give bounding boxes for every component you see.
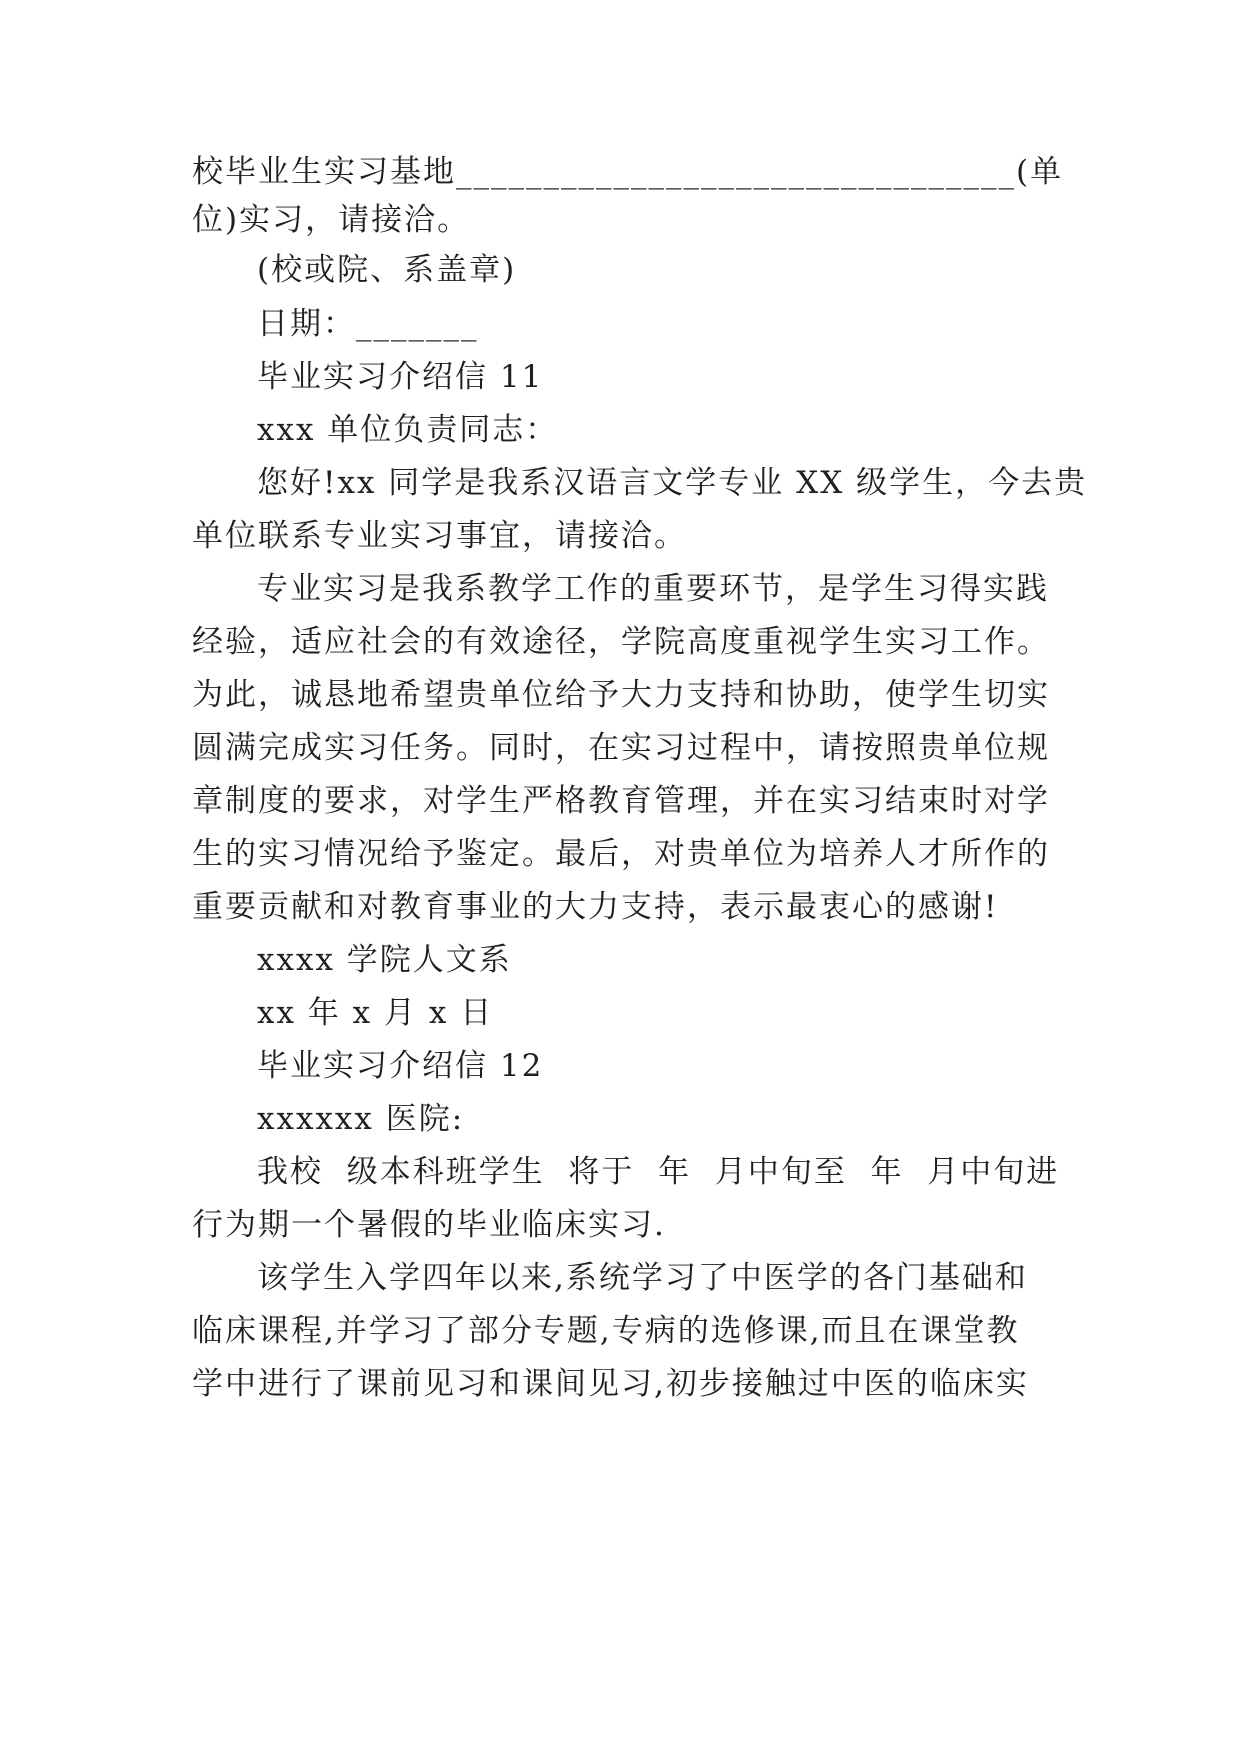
line-15: 重要贡献和对教育事业的大力支持，表示最衷心的感谢! xyxy=(192,889,999,925)
line-8: 单位联系专业实习事宜，请接洽。 xyxy=(192,518,687,554)
line-3: (校或院、系盖章) xyxy=(257,252,517,288)
line-2: 位)实习，请接洽。 xyxy=(192,202,471,238)
signature-dept: xxxx 学院人文系 xyxy=(257,942,512,978)
line-20: 我校 级本科班学生 将于 年 月中旬至 年 月中旬进 xyxy=(257,1154,1060,1190)
heading-letter-12: 毕业实习介绍信 12 xyxy=(257,1048,544,1084)
signature-date: xx 年 x 月 x 日 xyxy=(257,995,494,1031)
line-10: 经验，适应社会的有效途径，学院高度重视学生实习工作。 xyxy=(192,624,1050,660)
line-23: 临床课程,并学习了部分专题,专病的选修课,而且在课堂教 xyxy=(192,1313,1020,1349)
line-22: 该学生入学四年以来,系统学习了中医学的各门基础和 xyxy=(257,1260,1028,1296)
line-14: 生的实习情况给予鉴定。最后，对贵单位为培养人才所作的 xyxy=(192,836,1050,872)
line-11: 为此，诚恳地希望贵单位给予大力支持和协助，使学生切实 xyxy=(192,677,1050,713)
line-9: 专业实习是我系教学工作的重要环节，是学生习得实践 xyxy=(257,571,1049,607)
line-12: 圆满完成实习任务。同时，在实习过程中，请按照贵单位规 xyxy=(192,730,1050,766)
line-4: 日期：_______ xyxy=(257,306,479,342)
line-13: 章制度的要求，对学生严格教育管理，并在实习结束时对学 xyxy=(192,783,1050,819)
heading-letter-11: 毕业实习介绍信 11 xyxy=(257,359,544,395)
line-21: 行为期一个暑假的毕业临床实习. xyxy=(192,1207,666,1243)
line-7: 您好!xx 同学是我系汉语言文学专业 XX 级学生，今去贵 xyxy=(257,465,1088,501)
salutation-11: xxx 单位负责同志： xyxy=(257,412,559,448)
line-24: 学中进行了课前见习和课间见习,初步接触过中医的临床实 xyxy=(192,1366,1029,1402)
salutation-12: xxxxxx 医院: xyxy=(257,1101,465,1137)
line-1: 校毕业生实习基地________________________________(单 xyxy=(192,154,1064,190)
